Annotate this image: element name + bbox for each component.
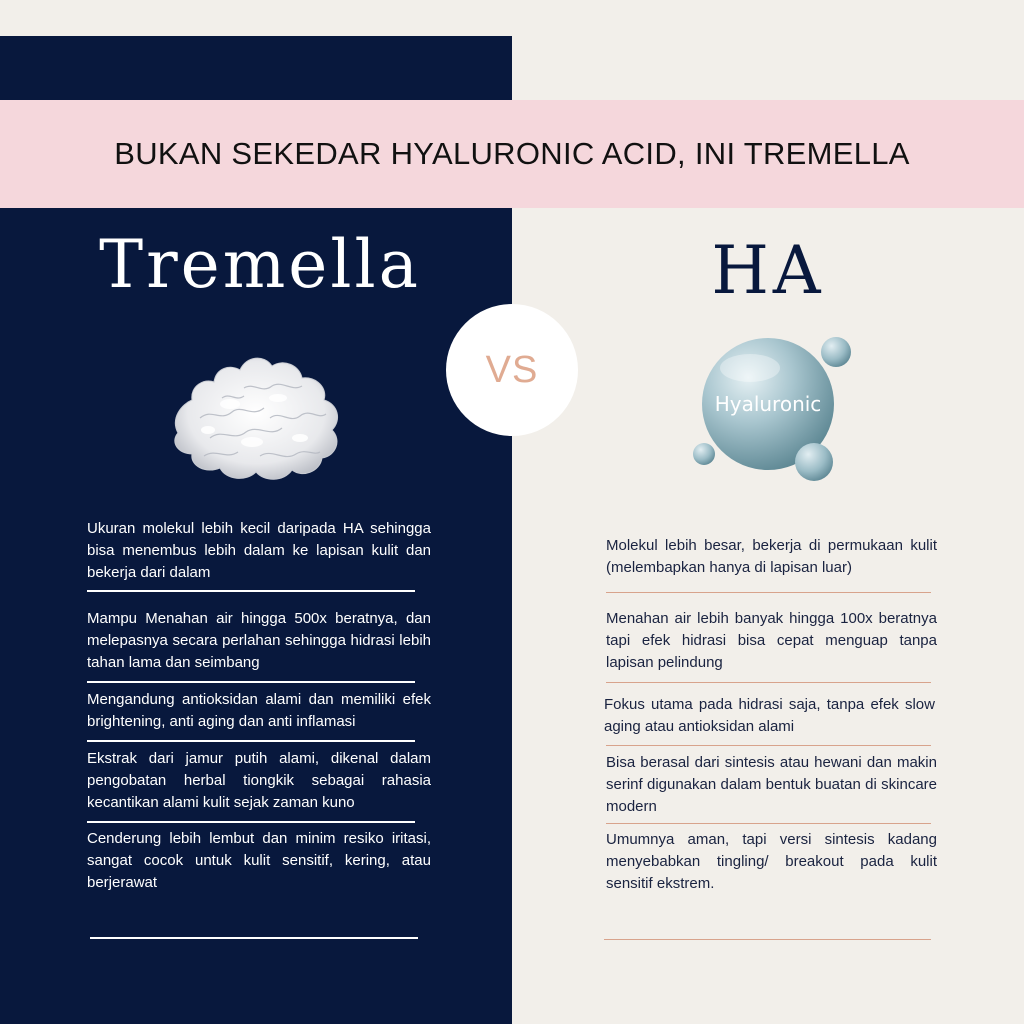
tremella-point-5: Cenderung lebih lembut dan minim resiko iritasi, sangat cocok untuk kulit sensitif, kering, atau berjerawat [87, 830, 431, 891]
vs-label: VS [485, 348, 539, 391]
ha-divider-5 [604, 939, 931, 940]
ha-divider-2 [606, 682, 931, 683]
top-strip [0, 0, 512, 36]
hyaluronic-bubble-image [680, 328, 870, 498]
tremella-divider-5 [90, 937, 418, 939]
tremella-divider-3 [87, 740, 415, 742]
ha-divider-1 [606, 592, 931, 593]
ha-divider-3 [606, 745, 931, 746]
tremella-divider-4 [87, 821, 415, 823]
title-banner [0, 100, 1024, 208]
tremella-point-1: Ukuran molekul lebih kecil daripada HA sehingga bisa menembus lebih dalam ke lapisan kulit dan bekerja dari dalam [87, 520, 431, 581]
vs-badge [446, 304, 578, 436]
tremella-divider-1 [87, 590, 415, 592]
ha-point-5: Umumnya aman, tapi versi sintesis kadang menyebabkan tingling/ breakout pada kulit sensitif ekstrem. [606, 831, 937, 892]
tremella-point-3: Mengandung antioksidan alami dan memiliki efek brightening, anti aging dan anti inflamasi [87, 691, 431, 730]
tremella-point-2: Mampu Menahan air hingga 500x beratnya, dan melepasnya secara perlahan sehingga hidrasi lebih tahan lama dan seimbang [87, 610, 431, 671]
ha-point-3: Fokus utama pada hidrasi saja, tanpa efek slow aging atau antioksidan alami [604, 696, 935, 735]
ha-point-2: Menahan air lebih banyak hingga 100x beratnya tapi efek hidrasi bisa cepat menguap tanpa lapisan pelindung [606, 610, 937, 671]
hyaluronic-image-label: Hyaluronic [714, 392, 822, 416]
ha-point-4: Bisa berasal dari sintesis atau hewani dan makin serinf digunakan dalam bentuk buatan di skincare modern [606, 754, 937, 815]
ha-divider-4 [606, 823, 931, 824]
ha-point-1: Molekul lebih besar, bekerja di permukaan kulit (melembapkan hanya di lapisan luar) [606, 537, 937, 576]
tremella-fungus-image [160, 338, 350, 488]
tremella-point-4: Ekstrak dari jamur putih alami, dikenal dalam pengobatan herbal tiongkik sebagai rahasia kecantikan alami kulit sejak zaman kuno [87, 750, 431, 811]
tremella-divider-2 [87, 681, 415, 683]
page-title: BUKAN SEKEDAR HYALURONIC ACID, INI TREMELLA [114, 136, 910, 171]
tremella-heading: Tremella [99, 226, 421, 303]
ha-heading: HA [711, 232, 825, 309]
